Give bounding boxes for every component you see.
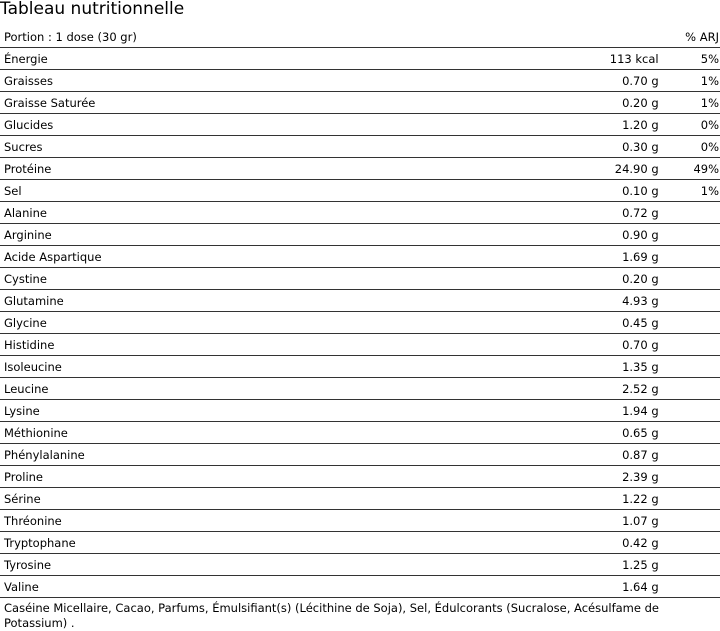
nutrition-table (0, 26, 720, 598)
nutrient-amount: 4.93 g (442, 290, 658, 312)
table-row (0, 246, 720, 268)
nutrient-name: Proline (0, 466, 442, 488)
nutrient-amount: 0.70 g (442, 334, 658, 356)
table-header-row (0, 26, 720, 48)
nutrient-name: Glucides (0, 114, 442, 136)
portion-label: Portion : 1 dose (30 gr) (0, 26, 442, 48)
table-row (0, 224, 720, 246)
nutrient-name: Arginine (0, 224, 442, 246)
nutrient-name: Graisse Saturée (0, 92, 442, 114)
nutrient-pct (659, 378, 720, 400)
nutrient-pct (659, 356, 720, 378)
nutrient-amount: 0.20 g (442, 92, 658, 114)
nutrient-name: Glutamine (0, 290, 442, 312)
nutrient-amount: 1.25 g (442, 554, 658, 576)
nutrition-table-body (0, 26, 720, 598)
nutrient-name: Alanine (0, 202, 442, 224)
nutrient-pct (659, 246, 720, 268)
nutrient-name: Thréonine (0, 510, 442, 532)
table-row (0, 114, 720, 136)
nutrient-name: Protéine (0, 158, 442, 180)
nutrient-amount: 0.70 g (442, 70, 658, 92)
table-row (0, 268, 720, 290)
table-row (0, 554, 720, 576)
table-row (0, 48, 720, 70)
nutrient-amount: 0.45 g (442, 312, 658, 334)
nutrient-amount: 2.52 g (442, 378, 658, 400)
table-row (0, 136, 720, 158)
nutrient-name: Acide Aspartique (0, 246, 442, 268)
nutrient-pct: 0% (659, 114, 720, 136)
nutrient-pct (659, 400, 720, 422)
nutrient-name: Lysine (0, 400, 442, 422)
nutrient-name: Graisses (0, 70, 442, 92)
nutrient-pct: 0% (659, 136, 720, 158)
nutrient-name: Sel (0, 180, 442, 202)
table-row (0, 202, 720, 224)
nutrient-name: Tyrosine (0, 554, 442, 576)
nutrient-amount: 0.20 g (442, 268, 658, 290)
nutrient-amount: 0.90 g (442, 224, 658, 246)
nutrient-amount: 24.90 g (442, 158, 658, 180)
pct-header-label: % ARJ (659, 26, 720, 48)
nutrient-name: Histidine (0, 334, 442, 356)
nutrient-pct: 1% (659, 70, 720, 92)
nutrient-name: Énergie (0, 48, 442, 70)
nutrient-amount: 1.94 g (442, 400, 658, 422)
table-row (0, 290, 720, 312)
nutrient-pct (659, 444, 720, 466)
nutrient-amount: 1.07 g (442, 510, 658, 532)
nutrient-pct (659, 576, 720, 598)
table-row (0, 488, 720, 510)
table-row (0, 378, 720, 400)
page-title: Tableau nutritionnelle (0, 0, 185, 19)
nutrient-name: Méthionine (0, 422, 442, 444)
nutrient-amount: 1.35 g (442, 356, 658, 378)
nutrient-amount: 113 kcal (442, 48, 658, 70)
nutrient-name: Isoleucine (0, 356, 442, 378)
nutrient-amount: 0.42 g (442, 532, 658, 554)
table-row (0, 180, 720, 202)
table-row (0, 466, 720, 488)
nutrient-amount: 1.20 g (442, 114, 658, 136)
nutrient-pct (659, 488, 720, 510)
nutrient-pct: 5% (659, 48, 720, 70)
nutrient-pct (659, 202, 720, 224)
nutrient-pct (659, 268, 720, 290)
nutrient-amount: 0.72 g (442, 202, 658, 224)
table-row (0, 334, 720, 356)
nutrient-amount: 1.69 g (442, 246, 658, 268)
nutrient-amount: 0.10 g (442, 180, 658, 202)
table-row (0, 444, 720, 466)
nutrient-name: Sucres (0, 136, 442, 158)
nutrient-amount: 0.30 g (442, 136, 658, 158)
nutrient-name: Tryptophane (0, 532, 442, 554)
nutrient-pct: 49% (659, 158, 720, 180)
nutrient-amount: 0.65 g (442, 422, 658, 444)
table-row (0, 158, 720, 180)
nutrient-amount: 1.22 g (442, 488, 658, 510)
nutrient-pct (659, 554, 720, 576)
nutrient-pct: 1% (659, 92, 720, 114)
nutrient-name: Leucine (0, 378, 442, 400)
nutrient-pct (659, 224, 720, 246)
nutrient-name: Glycine (0, 312, 442, 334)
nutrient-pct (659, 312, 720, 334)
nutrient-pct (659, 290, 720, 312)
table-row (0, 422, 720, 444)
table-row (0, 576, 720, 598)
nutrient-pct (659, 532, 720, 554)
table-row (0, 92, 720, 114)
table-row (0, 532, 720, 554)
table-row (0, 510, 720, 532)
nutrient-amount: 1.64 g (442, 576, 658, 598)
nutrient-pct (659, 466, 720, 488)
nutrient-name: Sérine (0, 488, 442, 510)
table-row (0, 312, 720, 334)
nutrient-name: Phénylalanine (0, 444, 442, 466)
nutrient-amount: 0.87 g (442, 444, 658, 466)
nutrient-pct (659, 422, 720, 444)
table-row (0, 70, 720, 92)
nutrient-pct (659, 510, 720, 532)
nutrient-name: Cystine (0, 268, 442, 290)
table-row (0, 356, 720, 378)
ingredients-text: Caséine Micellaire, Cacao, Parfums, Émulsifiant(s) (Lécithine de Soja), Sel, Édulcorants (Sucralose, Acésulfame de Potassium) . (4, 601, 659, 630)
amount-header-cell (442, 26, 658, 48)
nutrient-pct: 1% (659, 180, 720, 202)
nutrient-pct (659, 334, 720, 356)
nutrient-amount: 2.39 g (442, 466, 658, 488)
table-row (0, 400, 720, 422)
nutrient-name: Valine (0, 576, 442, 598)
